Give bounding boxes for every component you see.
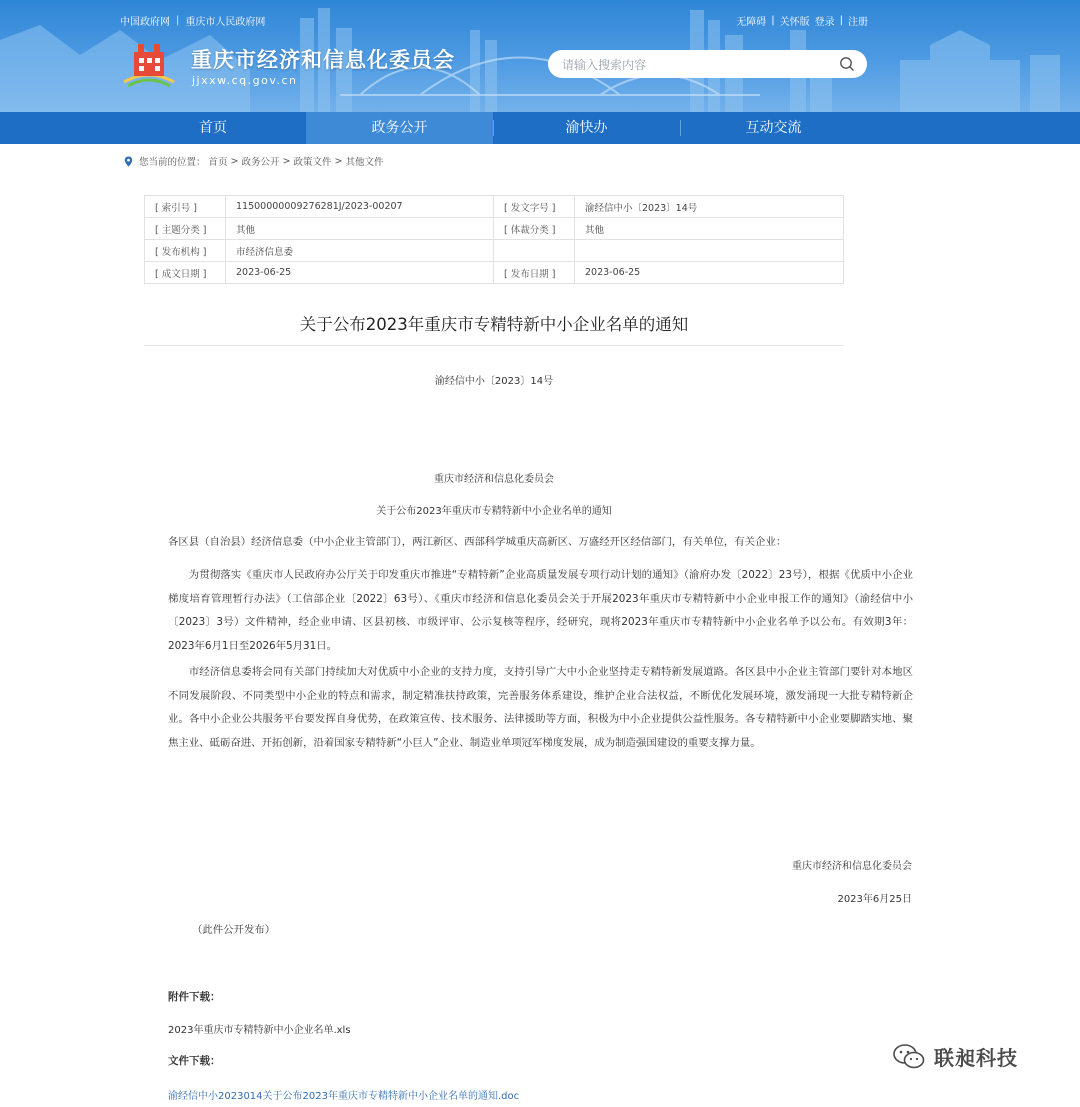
meta-value: 11500000009276281J/2023-00207: [226, 196, 494, 218]
cq-gov-link[interactable]: 重庆市人民政府网: [185, 17, 266, 28]
breadcrumb-home[interactable]: 首页: [208, 157, 228, 168]
breadcrumb-other-docs[interactable]: 其他文件: [345, 157, 384, 168]
breadcrumb-separator: >: [230, 155, 239, 167]
meta-value: 市经济信息委: [226, 240, 494, 262]
article-title: 关于公布2023年重庆市专精特新中小企业名单的通知: [299, 315, 689, 334]
meta-key: [ 主题分类 ]: [145, 218, 226, 240]
meta-value: [575, 240, 844, 262]
separator: |: [771, 15, 775, 26]
search-box: [548, 50, 867, 78]
table-row: [145, 262, 844, 284]
body-paragraph-1: 为贯彻落实《重庆市人民政府办公厅关于印发重庆市推进“专精特新”企业高质量发展专项行动计划的通知》（渝府办发〔2022〕23号），根据《优质中小企业梯度培育管理暂行办法》（工信部企业〔2022〕63号）、《重庆市经济和信息化委员会关于开展2023年重庆市专精特新中小企业申报工作的通知》（渝经信中小〔2023〕3号）文件精神，经企业申请、区县初核、市级评审、公示复核等程序，经研究，现将2023年重庆市专精特新中小企业名单予以公布。有效期3年：2023年6月1日至2026年5月31日。: [168, 569, 913, 652]
recipients-paragraph: 各区县（自治县）经济信息委（中小企业主管部门），两江新区、西部科学城重庆高新区、万盛经开区经信部门，有关单位，有关企业：: [168, 536, 787, 548]
public-release-note: （此件公开发布）: [192, 924, 276, 936]
login-link[interactable]: 登录: [814, 17, 835, 28]
attachment-heading: 附件下载：: [168, 991, 221, 1003]
meta-value: 其他: [575, 218, 844, 240]
meta-value: 2023-06-25: [226, 262, 494, 284]
meta-key: [ 发布日期 ]: [494, 262, 575, 284]
top-links: [120, 13, 265, 28]
care-mode-link[interactable]: 关怀版: [779, 17, 810, 28]
search-input[interactable]: [560, 54, 824, 76]
wechat-icon: [892, 1043, 926, 1071]
site-name[interactable]: 重庆市经济和信息化委员会: [191, 48, 455, 72]
site-header: [0, 0, 1080, 112]
account-watermark: [892, 1042, 1018, 1071]
table-row: [145, 240, 844, 262]
nav-home[interactable]: 首页: [199, 120, 227, 136]
accessibility-link[interactable]: 无障碍: [736, 17, 767, 28]
title-divider: [144, 345, 844, 346]
issuer-heading: 重庆市经济和信息化委员会: [434, 474, 554, 485]
breadcrumb: [124, 154, 383, 168]
meta-key: [ 发布机构 ]: [145, 240, 226, 262]
nav-public-affairs[interactable]: 政务公开: [306, 112, 493, 144]
nav-interaction[interactable]: 互动交流: [745, 120, 802, 136]
site-logo-icon[interactable]: [120, 38, 178, 88]
separator: |: [176, 15, 180, 26]
main-nav: [0, 112, 1080, 144]
document-number: 渝经信中小〔2023〕14号: [434, 376, 554, 387]
breadcrumb-label: 您当前的位置：: [139, 157, 206, 168]
meta-key: [ 成文日期 ]: [145, 262, 226, 284]
breadcrumb-separator: >: [334, 155, 343, 167]
meta-key: [ 发文字号 ]: [494, 196, 575, 218]
document-meta-table: [144, 195, 844, 284]
meta-value: 渝经信中小〔2023〕14号: [575, 196, 844, 218]
meta-value: 2023-06-25: [575, 262, 844, 284]
file-download-heading: 文件下载：: [168, 1055, 221, 1067]
register-link[interactable]: 注册: [848, 17, 868, 28]
location-pin-icon: [124, 156, 133, 167]
nav-yukuaiban[interactable]: 渝快办: [565, 120, 608, 136]
breadcrumb-policy-docs[interactable]: 政策文件: [293, 157, 332, 168]
breadcrumb-separator: >: [282, 155, 291, 167]
table-row: [145, 196, 844, 218]
site-domain: jjxxw.cq.gov.cn: [192, 74, 298, 87]
separator: |: [839, 15, 843, 26]
breadcrumb-public-affairs[interactable]: 政务公开: [241, 157, 280, 168]
meta-key: [ 体裁分类 ]: [494, 218, 575, 240]
meta-key: [ 索引号 ]: [145, 196, 226, 218]
attachment-file-link[interactable]: 2023年重庆市专精特新中小企业名单.xls: [168, 1025, 351, 1036]
notice-subtitle: 关于公布2023年重庆市专精特新中小企业名单的通知: [376, 506, 612, 517]
table-row: [145, 218, 844, 240]
meta-value: 其他: [226, 218, 494, 240]
signature-date: 2023年6月25日: [837, 894, 912, 905]
signature: 重庆市经济和信息化委员会: [792, 861, 912, 872]
watermark-name: 联昶科技: [934, 1046, 1018, 1070]
search-icon[interactable]: [839, 56, 855, 72]
file-download-link[interactable]: 渝经信中小2023014关于公布2023年重庆市专精特新中小企业名单的通知.doc: [168, 1091, 520, 1102]
body-paragraph-2: 市经济信息委将会同有关部门持续加大对优质中小企业的支持力度，支持引导广大中小企业坚持走专精特新发展道路。各区县中小企业主管部门要针对本地区不同发展阶段、不同类型中小企业的特点和需求，制定精准扶持政策，完善服务体系建设，维护企业合法权益，不断优化发展环境，激发涌现一大批专精特新企业。各中小企业公共服务平台要发挥自身优势，在政策宣传、技术服务、法律援助等方面，积极为中小企业提供公益性服务。各专精特新中小企业要脚踏实地、聚焦主业、砥砺奋进、开拓创新，沿着国家专精特新“小巨人”企业、制造业单项冠军梯度发展，成为制造强国建设的重要支撑力量。: [168, 666, 913, 749]
user-links: [736, 13, 868, 28]
gov-link[interactable]: 中国政府网: [120, 17, 170, 28]
meta-key: [494, 240, 575, 262]
